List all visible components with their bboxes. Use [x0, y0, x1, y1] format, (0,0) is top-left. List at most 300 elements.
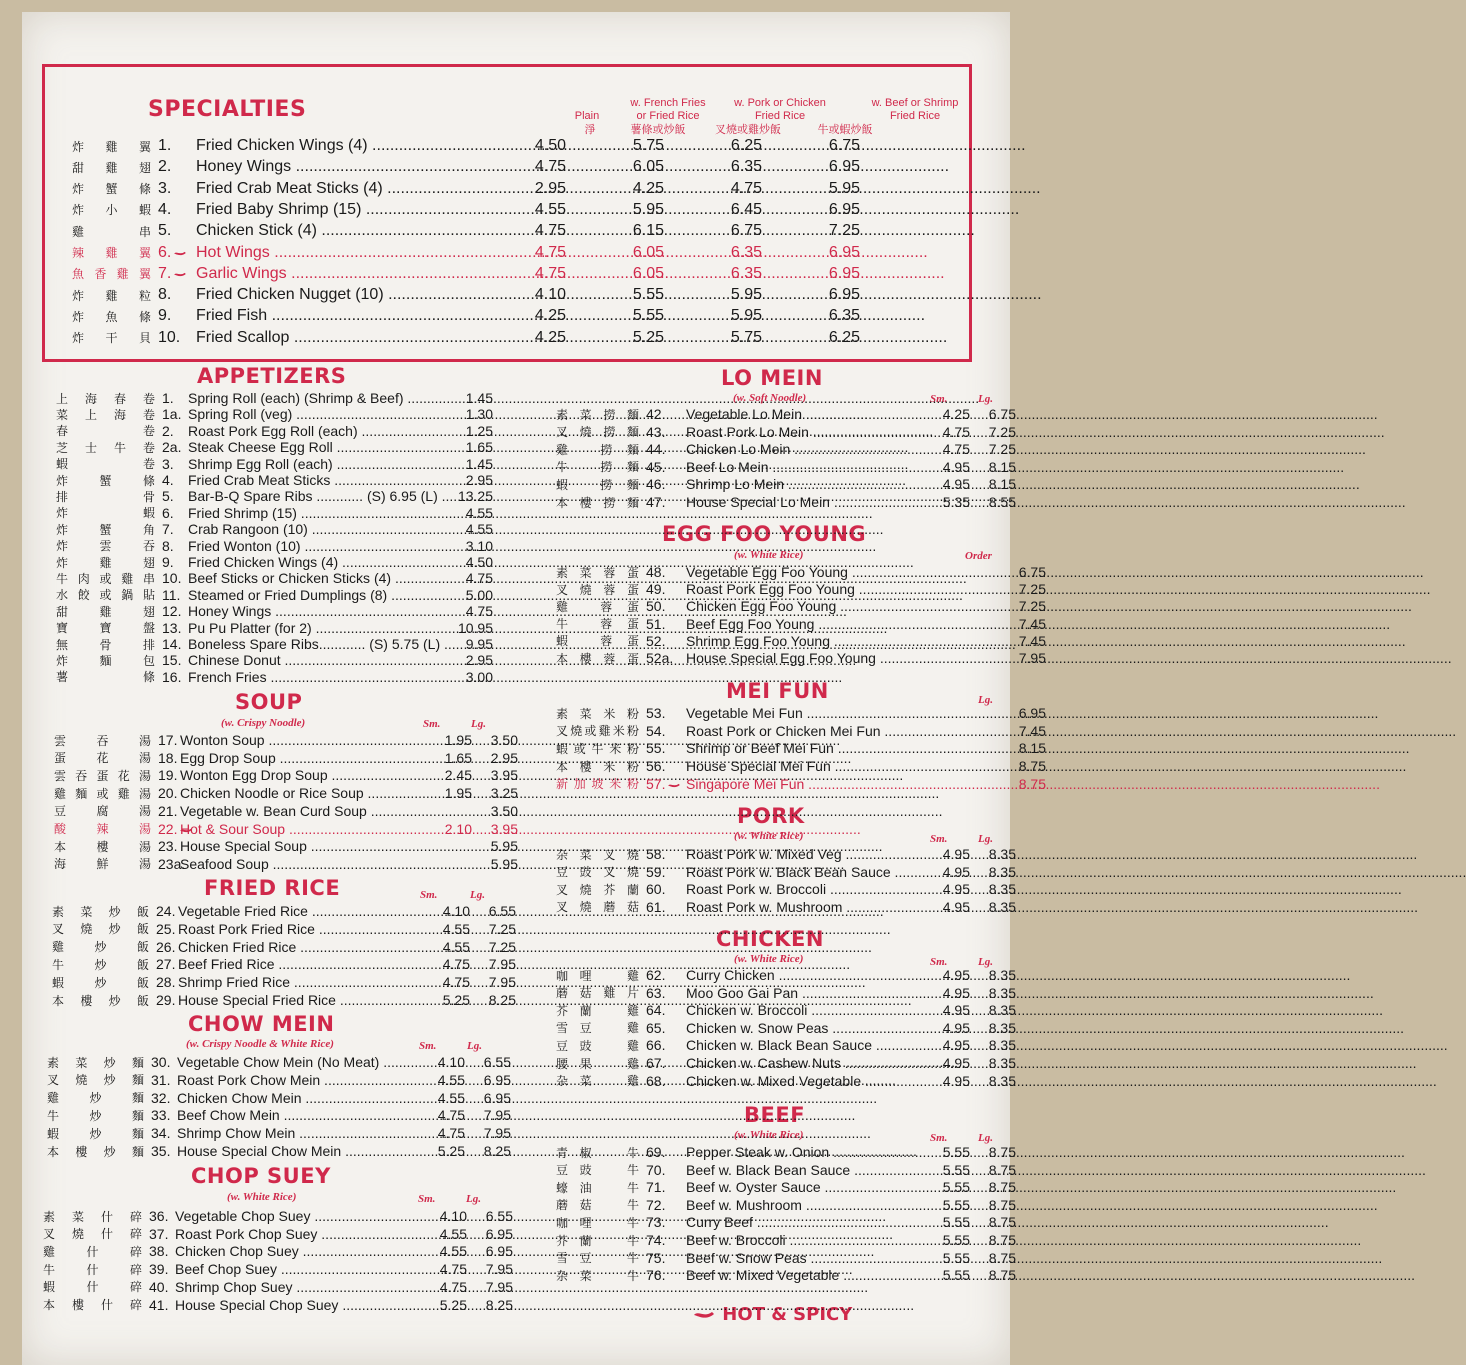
- item-name: Beef Egg Foo Young .....: [686, 616, 996, 632]
- item-price-sm: 4.10: [439, 1208, 467, 1224]
- item-number: 24.: [156, 903, 176, 919]
- item-chinese-name: 牛 蓉 蛋: [556, 617, 640, 632]
- egg-foo-young-item: [556, 580, 1046, 598]
- item-name: Roast Pork or Chicken Mei Fun .....: [686, 723, 996, 739]
- item-price-lg: 8.35: [988, 846, 1016, 862]
- item-price-p4: 7.25: [828, 222, 860, 240]
- item-chinese-name: 杂 菜 牛: [556, 1268, 640, 1283]
- item-price-sm: 4.95: [942, 1055, 970, 1071]
- item-number: 49.: [646, 581, 666, 598]
- item-number: 18.: [158, 749, 178, 766]
- item-price-lg: 8.75: [988, 1232, 1016, 1248]
- item-price-p3: 6.75: [730, 222, 762, 240]
- item-number: 2a.: [162, 439, 182, 456]
- item-name: Chicken Chow Mein .....: [177, 1090, 413, 1106]
- item-name: Vegetable Chow Mein (No Meat) .....: [177, 1054, 413, 1070]
- item-price-p2: 5.75: [632, 137, 664, 154]
- item-price-lg: 8.35: [988, 984, 1016, 1001]
- appetizers-item: [56, 635, 493, 653]
- item-chinese-name: 排 骨: [56, 489, 156, 504]
- item-price-sm: 4.95: [942, 898, 970, 915]
- item-chinese-name: 炸 蟹 條: [72, 182, 152, 197]
- item-number: 64.: [646, 1002, 666, 1019]
- item-name: Beef w. Broccoli .....: [686, 1232, 924, 1248]
- item-price-price: 6.95: [1018, 705, 1046, 721]
- item-chinese-name: 叉 燒 撈 麵: [556, 425, 640, 440]
- item-chinese-name: 牛 撈 麵: [556, 460, 640, 475]
- item-chinese-name: 甜 雞 翅: [72, 160, 152, 175]
- mei-fun-item: [556, 757, 1046, 775]
- item-chinese-name: 素菜炒麵: [47, 1055, 145, 1070]
- item-name: Shrimp or Beef Mei Fun .....: [686, 740, 996, 756]
- item-chinese-name: 叉 燒 蓉 蛋: [556, 582, 640, 597]
- item-chinese-name: 蛋 花 湯: [54, 751, 152, 766]
- item-price-p1: 4.25: [534, 307, 566, 325]
- item-price-lg: 5.95: [490, 838, 518, 855]
- fried-rice-item: [52, 938, 516, 956]
- item-price-sm: 5.55: [942, 1179, 970, 1196]
- item-name: House Special Soup .....: [180, 838, 420, 854]
- chow-mein-item: [47, 1142, 511, 1160]
- egg-foo-young-item: [556, 632, 1046, 650]
- item-price-p4: 6.95: [828, 243, 860, 261]
- item-chinese-name: 炸 蝦: [56, 506, 156, 521]
- item-name: Honey Wings .....: [188, 603, 443, 619]
- pork-sm-header: Sm.: [930, 833, 948, 845]
- item-price-p1: 4.25: [534, 328, 566, 346]
- item-number: 10.: [162, 570, 182, 587]
- item-number: 72.: [646, 1196, 666, 1213]
- item-price-sm: 5.25: [442, 992, 470, 1008]
- item-name: Vegetable Chop Suey .....: [175, 1208, 415, 1224]
- pork-subtitle: (w. White Rice): [734, 830, 804, 842]
- beef-item: [556, 1249, 1016, 1267]
- item-number: 23.: [158, 838, 178, 855]
- item-number: 51.: [646, 615, 666, 632]
- item-price-price: 7.45: [1018, 632, 1046, 649]
- item-number: 46.: [646, 476, 666, 493]
- item-number: 15.: [162, 652, 182, 669]
- specialties-item: [72, 136, 860, 156]
- specialties-item: [72, 306, 860, 326]
- item-chinese-name: 炸 蟹 角: [56, 522, 156, 537]
- item-price-price: 8.75: [1018, 775, 1046, 792]
- chicken-item: [556, 984, 1016, 1002]
- item-name: Roast Pork Chop Suey .....: [175, 1226, 415, 1242]
- lo-mein-item: [556, 440, 1016, 458]
- appetizers-item: [56, 668, 493, 686]
- item-price-sm: 4.75: [437, 1107, 465, 1124]
- item-price-price: 4.75: [465, 603, 493, 620]
- item-price-lg: 3.95: [490, 820, 518, 837]
- chicken-item: [556, 1036, 1016, 1054]
- item-price-price: 8.15: [1018, 740, 1046, 757]
- item-price-p4: 6.95: [828, 286, 860, 304]
- spec-header-fries: w. French Fries or Fried Rice: [630, 97, 706, 122]
- item-price-lg: 8.75: [988, 1214, 1016, 1231]
- item-price-p4: 6.75: [828, 137, 860, 154]
- item-price-p2: 6.15: [632, 222, 664, 240]
- item-number: 9.: [162, 554, 174, 570]
- item-name: House Special Lo Mein .....: [686, 494, 924, 510]
- soup-item: [54, 784, 518, 802]
- mei-fun-item: [556, 739, 1046, 757]
- item-price-lg: 8.35: [988, 1072, 1016, 1089]
- item-chinese-name: 薯 條: [56, 670, 156, 685]
- item-price-p2: 5.25: [632, 328, 664, 346]
- item-name: Roast Pork w. Broccoli .....: [686, 881, 924, 897]
- item-number: 16.: [162, 668, 182, 685]
- egg-foo-young-item: [556, 615, 1046, 633]
- item-chinese-name: 雞麵或雞湯: [54, 786, 152, 801]
- item-number: 23a.: [158, 855, 186, 872]
- item-price-lg: 8.25: [488, 992, 516, 1008]
- item-price-sm: 4.25: [942, 406, 970, 422]
- item-chinese-name: 杂 菜 雞: [556, 1074, 640, 1089]
- item-name: Roast Pork w. Mixed Veg .....: [686, 846, 924, 862]
- item-number: 74.: [646, 1232, 666, 1248]
- item-price-sm: 4.95: [942, 1002, 970, 1019]
- item-number: 13.: [162, 619, 182, 636]
- item-chinese-name: 牛 炒 麵: [47, 1108, 145, 1123]
- item-name: Steamed or Fried Dumplings (8) .....: [188, 587, 443, 603]
- item-chinese-name: 炸 干 貝: [72, 331, 152, 346]
- item-name: Chicken Lo Mein .....: [686, 441, 924, 457]
- item-chinese-name: 牛 什 碎: [43, 1262, 143, 1277]
- chow-mein-sm-header: Sm.: [419, 1040, 437, 1052]
- egg-foo-young-item: [556, 563, 1046, 581]
- item-price-lg: 6.95: [483, 1071, 511, 1088]
- item-price-lg: 7.25: [488, 920, 516, 937]
- item-price-sm: 4.95: [942, 458, 970, 475]
- item-chinese-name: 海 鮮 湯: [54, 857, 152, 872]
- item-name: Roast Pork w. Mushroom .....: [686, 899, 924, 915]
- item-number: 36.: [149, 1208, 169, 1224]
- appetizers-item: [56, 487, 493, 505]
- appetizers-item: [56, 422, 493, 440]
- item-chinese-name: 叉燒或雞米粉: [556, 724, 640, 739]
- item-number: 26.: [156, 938, 176, 955]
- item-number: 53.: [646, 705, 666, 721]
- item-name: Shrimp Fried Rice .....: [178, 974, 418, 990]
- item-chinese-name: 炸 魚 條: [72, 309, 152, 324]
- item-number: 41.: [149, 1296, 169, 1313]
- fried-rice-item: [52, 902, 516, 920]
- item-name: Beef w. Black Bean Sauce .....: [686, 1162, 924, 1178]
- item-price-p2: 5.55: [632, 307, 664, 325]
- item-price-sm: 5.35: [942, 494, 970, 510]
- item-price-sm: 2.45: [444, 767, 472, 784]
- appetizers-item: [56, 438, 493, 456]
- item-number: 8.: [162, 537, 174, 554]
- item-price-sm: 4.55: [439, 1225, 467, 1242]
- item-number: 69.: [646, 1144, 666, 1160]
- item-price-sm: 5.55: [942, 1196, 970, 1213]
- chop-suey-item: [43, 1296, 513, 1314]
- item-name: House Special Chop Suey .....: [175, 1297, 415, 1313]
- item-price-price: 4.50: [465, 554, 493, 570]
- item-name: Beef w. Oyster Sauce .....: [686, 1179, 924, 1195]
- beef-subtitle: (w. White Rice): [734, 1129, 804, 1141]
- spec-header-fries-zh: 薯條或炒飯: [630, 124, 686, 136]
- appetizers-item: [56, 520, 493, 538]
- item-chinese-name: 炸 麵 包: [56, 653, 156, 668]
- chicken-item: [556, 1001, 1016, 1019]
- item-number: 9.: [158, 307, 172, 325]
- lo-mein-lg-header: Lg.: [978, 393, 993, 405]
- item-number: 4.: [162, 472, 174, 488]
- lo-mein-subtitle: (w. Soft Noodle): [733, 392, 807, 404]
- item-name: Beef Chow Mein .....: [177, 1107, 413, 1123]
- item-chinese-name: 雞 炒 麵: [47, 1091, 145, 1106]
- item-number: 67.: [646, 1055, 666, 1071]
- appetizers-item: [56, 569, 493, 587]
- beef-item: [556, 1143, 1016, 1161]
- mei-fun-lg-header: Lg.: [978, 694, 993, 706]
- item-price-sm: 4.95: [942, 863, 970, 880]
- soup-sm-header: Sm.: [423, 718, 441, 730]
- item-name: House Special Egg Foo Young .....: [686, 650, 996, 666]
- item-number: 29.: [156, 992, 176, 1008]
- item-chinese-name: 辣 雞 翼: [72, 246, 152, 260]
- item-price-sm: 1.95: [444, 732, 472, 748]
- item-name: Fried Scallop .....: [196, 329, 496, 347]
- item-price-p1: 4.10: [534, 286, 566, 304]
- item-price-p2: 5.95: [632, 200, 664, 218]
- item-name: Seafood Soup .....: [180, 856, 420, 872]
- item-price-price: 6.75: [1018, 564, 1046, 580]
- item-chinese-name: 新加坡米粉: [556, 777, 640, 792]
- item-number: 54.: [646, 722, 666, 739]
- item-chinese-name: 炸 蟹 條: [56, 473, 156, 488]
- item-chinese-name: 雲吞蛋花湯: [54, 768, 152, 783]
- item-chinese-name: 雞 串: [72, 224, 152, 239]
- item-price-lg: 8.35: [988, 967, 1016, 983]
- pork-item: [556, 863, 1016, 881]
- item-price-p1: 4.50: [534, 137, 566, 154]
- item-number: 73.: [646, 1214, 666, 1231]
- item-price-lg: 8.35: [988, 1002, 1016, 1019]
- item-number: 4.: [158, 200, 172, 218]
- item-number: 1.: [158, 137, 172, 154]
- item-chinese-name: 炸 雞 粒: [72, 288, 152, 303]
- item-price-sm: 4.55: [439, 1243, 467, 1260]
- item-number: 48.: [646, 564, 666, 580]
- item-chinese-name: 炸 雞 翼: [72, 139, 152, 154]
- item-name: Beef w. Snow Peas .....: [686, 1250, 924, 1266]
- item-price-lg: 6.55: [488, 903, 516, 919]
- item-price-sm: 4.55: [437, 1089, 465, 1106]
- beef-sm-header: Sm.: [930, 1132, 948, 1144]
- item-chinese-name: 本樓什碎: [43, 1298, 143, 1312]
- mei-fun-item: [556, 722, 1046, 740]
- item-price-lg: 8.75: [988, 1144, 1016, 1160]
- item-price-p4: 5.95: [828, 179, 860, 197]
- item-price-sm: 2.10: [444, 820, 472, 837]
- item-name: Shrimp Lo Mein .....: [686, 476, 924, 492]
- item-name: Shrimp Chow Mein .....: [177, 1125, 413, 1141]
- item-chinese-name: 蠔 油 牛: [556, 1180, 640, 1195]
- item-name: Hot Wings .....: [196, 244, 496, 262]
- item-price-p4: 6.95: [828, 264, 860, 282]
- item-price-sm: 5.55: [942, 1267, 970, 1284]
- item-name: Crab Rangoon (10) .....: [188, 521, 443, 537]
- item-number: 30.: [151, 1054, 171, 1070]
- item-name: Chicken Fried Rice .....: [178, 939, 418, 955]
- item-number: 62.: [646, 967, 666, 983]
- beef-title: BEEF: [744, 1103, 806, 1127]
- chop-suey-lg-header: Lg.: [466, 1193, 481, 1205]
- lo-mein-item: [556, 405, 1016, 423]
- item-chinese-name: 炸 雲 吞: [56, 539, 156, 554]
- item-chinese-name: 蝦 什 碎: [43, 1280, 143, 1295]
- item-chinese-name: 雞 撈 麵: [556, 442, 640, 457]
- item-price-price: 5.00: [465, 586, 493, 603]
- item-price-p1: 4.75: [534, 243, 566, 261]
- item-price-lg: 6.55: [485, 1208, 513, 1224]
- appetizers-item: [56, 651, 493, 669]
- item-name: Spring Roll (each) (Shrimp & Beef) .....: [188, 390, 443, 406]
- item-number: 7.: [162, 521, 174, 538]
- item-name: Shrimp Egg Roll (each) .....: [188, 456, 443, 472]
- item-chinese-name: 素菜炒飯: [52, 904, 150, 919]
- spec-header-pork: w. Pork or Chicken Fried Rice: [734, 97, 826, 122]
- spec-header-beef-zh: 牛或蝦炒飯: [817, 124, 873, 136]
- item-price-sm: 4.95: [942, 1019, 970, 1036]
- item-number: 47.: [646, 494, 666, 510]
- fried-rice-lg-header: Lg.: [470, 889, 485, 901]
- item-number: 56.: [646, 758, 666, 775]
- item-price-p3: 6.35: [730, 158, 762, 176]
- appetizers-item: [56, 619, 493, 637]
- specialties-item: [72, 243, 860, 263]
- item-price-sm: 1.95: [444, 785, 472, 802]
- item-chinese-name: 本樓炒飯: [52, 993, 150, 1008]
- item-chinese-name: 酸 辣 湯: [54, 822, 152, 836]
- item-name: Singapore Mei Fun .....: [686, 776, 996, 792]
- item-name: Beef Sticks or Chicken Sticks (4) .....: [188, 570, 443, 586]
- item-price-p2: 5.55: [632, 286, 664, 304]
- egg-foo-young-order-header: Order: [965, 550, 992, 562]
- appetizers-item: [56, 504, 493, 522]
- egg-foo-young-subtitle: (w. White Rice): [734, 549, 804, 561]
- appetizers-item: [56, 389, 493, 407]
- item-price-p2: 6.05: [632, 243, 664, 261]
- lo-mein-item: [556, 493, 1016, 511]
- item-number: 20.: [158, 785, 178, 802]
- item-chinese-name: 豆 腐 湯: [54, 804, 152, 819]
- item-price-sm: 4.75: [942, 423, 970, 440]
- item-price-lg: 6.95: [483, 1089, 511, 1106]
- item-number: 55.: [646, 740, 666, 757]
- item-chinese-name: 蝦 炒 飯: [52, 975, 150, 990]
- item-price-sm: 5.25: [439, 1296, 467, 1313]
- item-number: 68.: [646, 1072, 666, 1089]
- item-number: 6.: [158, 244, 196, 262]
- item-number: 52.: [646, 632, 666, 649]
- item-name: Chicken w. Cashew Nuts .....: [686, 1055, 924, 1071]
- soup-subtitle: (w. Crispy Noodle): [221, 717, 306, 729]
- item-number: 45.: [646, 458, 666, 475]
- item-price-sm: 4.10: [437, 1054, 465, 1070]
- item-number: 12.: [162, 603, 182, 620]
- item-number: 66.: [646, 1037, 666, 1054]
- item-number: 3.: [162, 455, 174, 472]
- beef-lg-header: Lg.: [978, 1132, 993, 1144]
- item-name: Fried Crab Meat Sticks (4) .....: [196, 180, 496, 198]
- item-number: 5.: [162, 488, 174, 505]
- item-chinese-name: 蝦 撈 麵: [556, 477, 640, 492]
- item-price-price: 1.65: [465, 439, 493, 456]
- item-price-p2: 4.25: [632, 179, 664, 197]
- item-name: House Special Mei Fun .....: [686, 758, 996, 774]
- item-name: Vegetable Egg Foo Young .....: [686, 564, 996, 580]
- item-name: Vegetable Fried Rice .....: [178, 903, 418, 919]
- item-chinese-name: 春 卷: [56, 424, 156, 439]
- item-name: House Special Fried Rice .....: [178, 992, 418, 1008]
- chop-suey-item: [43, 1207, 513, 1225]
- item-chinese-name: 素 菜 米 粉: [556, 706, 640, 721]
- item-name: Steak Cheese Egg Roll .....: [188, 439, 443, 455]
- specialties-item: [72, 157, 860, 177]
- item-price-sm: 4.95: [942, 1037, 970, 1054]
- item-number: 14.: [162, 636, 182, 652]
- item-price-lg: 8.75: [988, 1267, 1016, 1284]
- fried-rice-item: [52, 920, 516, 938]
- chicken-item: [556, 1019, 1016, 1037]
- hot-spicy-label: HOT & SPICY: [722, 1304, 853, 1325]
- item-price-price: 3.00: [465, 668, 493, 685]
- item-price-p3: 5.75: [730, 328, 762, 346]
- appetizers-title: APPETIZERS: [197, 364, 347, 388]
- item-name: Pu Pu Platter (for 2) .....: [188, 620, 443, 636]
- item-number: 22.: [158, 821, 180, 837]
- soup-item: [54, 731, 518, 749]
- chicken-title: CHICKEN: [716, 927, 824, 951]
- item-price-lg: 8.35: [988, 898, 1016, 915]
- item-number: 59.: [646, 863, 666, 880]
- item-number: 70.: [646, 1161, 666, 1178]
- item-chinese-name: 魚香雞翼: [72, 267, 152, 282]
- item-price-price: 13.25: [457, 488, 493, 505]
- specialties-item: [72, 200, 860, 220]
- item-price-lg: 3.50: [490, 732, 518, 748]
- item-chinese-name: 芥 蘭 牛: [556, 1233, 640, 1248]
- item-price-p3: 4.75: [730, 179, 762, 197]
- item-chinese-name: 菜上海卷: [56, 407, 156, 422]
- item-number: 52a.: [646, 650, 674, 666]
- item-price-price: 4.75: [465, 570, 493, 587]
- item-name: Curry Beef .....: [686, 1214, 924, 1230]
- specialties-item: [72, 264, 860, 284]
- item-price-price: 10.95: [457, 619, 493, 636]
- item-name: French Fries .....: [188, 669, 443, 685]
- item-name: Vegetable Mei Fun .....: [686, 705, 996, 721]
- item-chinese-name: 咖 哩 雞: [556, 968, 640, 983]
- pork-lg-header: Lg.: [978, 833, 993, 845]
- item-number: 1a.: [162, 406, 182, 423]
- appetizers-item: [56, 537, 493, 555]
- specialties-title: SPECIALTIES: [148, 97, 307, 122]
- item-chinese-name: 本 樓 撈 麵: [556, 495, 640, 510]
- item-chinese-name: 本 樓 湯: [54, 839, 152, 854]
- item-number: 40.: [149, 1278, 169, 1295]
- item-price-sm: 4.55: [442, 938, 470, 955]
- item-number: 57.: [646, 776, 686, 792]
- item-name: Roast Pork w. Black Bean Sauce .....: [686, 864, 924, 880]
- item-price-p3: 5.95: [730, 307, 762, 325]
- item-name: Fried Chicken Nugget (10) .....: [196, 286, 496, 304]
